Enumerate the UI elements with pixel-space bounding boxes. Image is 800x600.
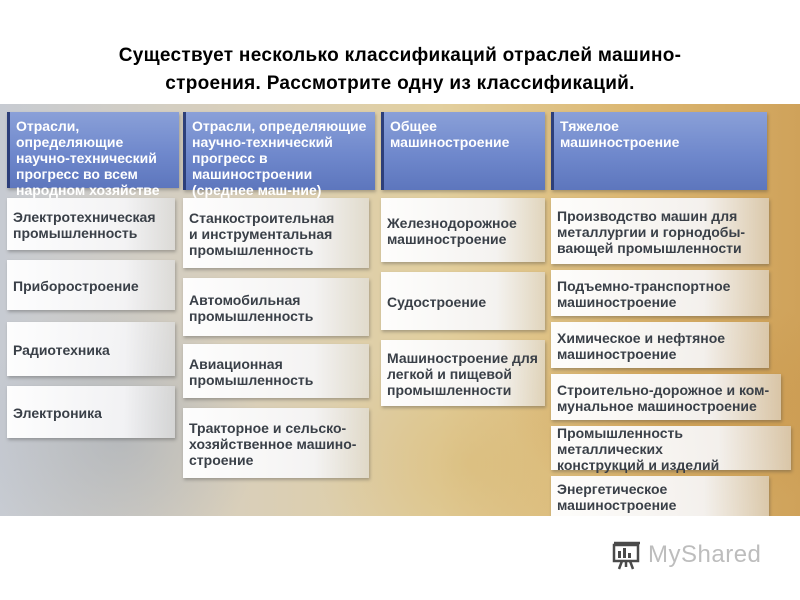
slide-title-line-1: Существует несколько классификаций отраслей машино- xyxy=(118,45,682,66)
column-2-item-1: Станкостроительная и инструментальная промышленность xyxy=(183,198,369,268)
column-4-item-6: Энергетическое машиностроение xyxy=(551,476,769,516)
column-1-item-2: Приборостроение xyxy=(7,260,175,310)
column-2-item-4: Тракторное и сельско- хозяйственное машино- строение xyxy=(183,408,369,478)
column-3-item-1: Железнодорожное машиностроение xyxy=(381,198,545,262)
column-4-item-2: Подъемно-транспортное машиностроение xyxy=(551,270,769,316)
column-3-item-2: Судостроение xyxy=(381,272,545,330)
column-4-item-1: Производство машин для металлургии и горнодобы- вающей промышленности xyxy=(551,198,769,264)
slide-title-line-2: строения. Рассмотрите одну из классификаций. xyxy=(165,73,635,94)
myshared-logo xyxy=(612,538,761,572)
column-1-item-3: Радиотехника xyxy=(7,322,175,376)
slide-title xyxy=(0,42,800,98)
column-4-item-5: Промышленность металлических конструкций и изделий xyxy=(551,426,791,470)
column-header-4: Тяжелое машиностроение xyxy=(551,112,767,190)
column-header-3: Общее машиностроение xyxy=(381,112,545,190)
column-4-item-3: Химическое и нефтяное машиностроение xyxy=(551,322,769,368)
column-1-item-1: Электротехническая промышленность xyxy=(7,198,175,250)
column-header-2: Отрасли, определяющие научно-технический прогресс в машиностроении (среднее маш-ние) xyxy=(183,112,375,190)
classification-diagram xyxy=(0,104,800,516)
column-header-1: Отрасли, определяющие научно-технический прогресс во всем народном хозяйстве xyxy=(7,112,179,188)
column-1-item-4: Электроника xyxy=(7,386,175,438)
column-2-item-3: Авиационная промышленность xyxy=(183,344,369,398)
column-4-item-4: Строительно-дорожное и ком- мунальное машиностроение xyxy=(551,374,781,420)
column-3-item-3: Машиностроение для легкой и пищевой промышленности xyxy=(381,340,545,406)
logo-text: MyShared xyxy=(648,541,762,568)
column-2-item-2: Автомобильная промышленность xyxy=(183,278,369,336)
presentation-board-icon xyxy=(612,539,644,571)
